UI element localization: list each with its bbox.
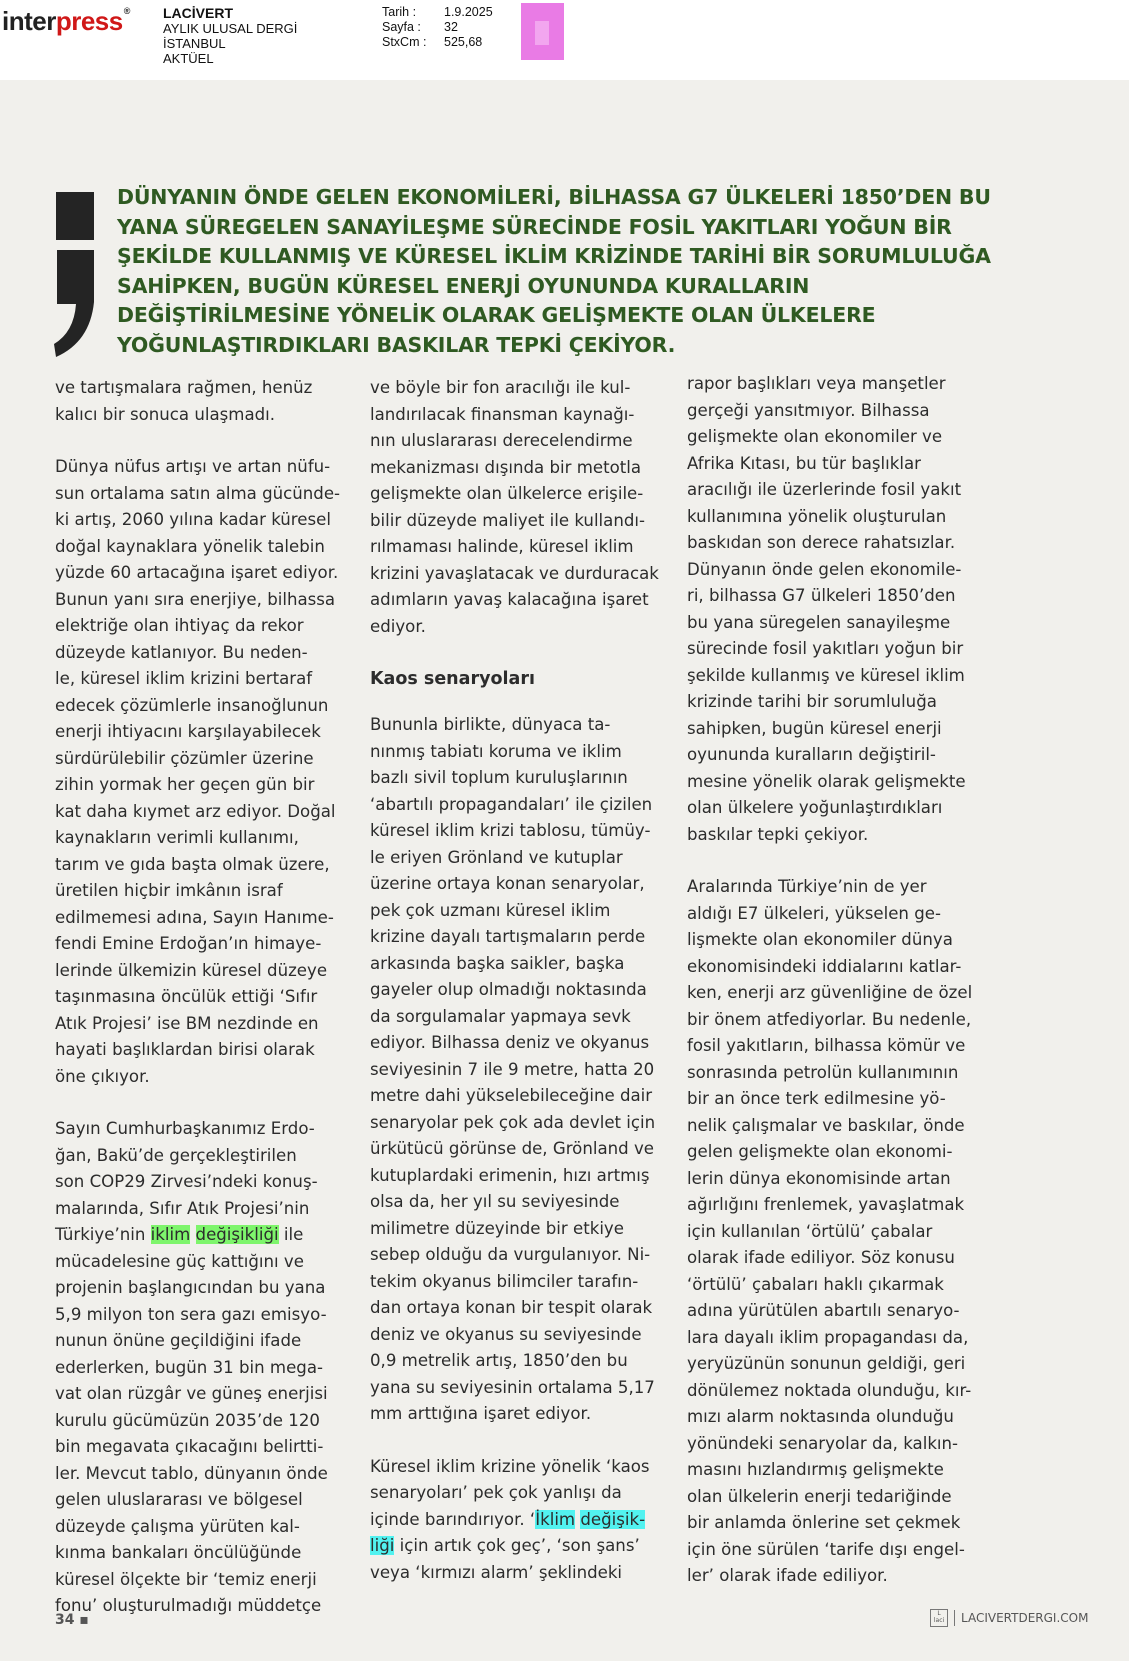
paragraph: ve tartışmalara rağmen, henüz kalıcı bir sonuca ulaşmadı.: [55, 378, 313, 424]
text-run: ile mücadelesine güç kattığını ve projenin başlangıcından bu yana 5,9 milyon ton sera gazı emisyo- nunun önüne geçildiğini ifade ederlerken, bugün 31 bin mega- vat olan rüzgâr ve güneş enerjisi kurulu gücümüzün 2035’de 120 bin megavata çıkacağını belirtti- ler. Mevcut tablo, dünyanın önde gelen uluslararası ve bölgesel düzeyde çalışma yürüten kal- kınma bankaları öncülüğünde küresel ölçekte bir ‘temiz enerji fonu’ oluşturulmadığı müddetçe: [55, 1225, 328, 1615]
page-marker: ▪: [79, 1612, 89, 1628]
pull-quote: DÜNYANIN ÖNDE GELEN EKONOMİLERİ, BİLHASSA G7 ÜLKELERİ 1850’DEN BU YANA SÜREGELEN SANAYİLEŞME SÜRECİNDE FOSİL YAKITLARI YOĞUN BİR ŞEKİLDE KULLANMIŞ VE KÜRESEL İKLİM KRİZİNDE TARİHİ BİR SORUMLULUĞA SAHİPKEN, BUGÜN KÜRESEL ENERJİ OYUNUNDA KURALLARIN DEĞİŞTİRİLMESİNE YÖNELİK OLARAK GELİŞMEKTE OLAN ÜLKELERE YOĞUNLAŞTIRDIKLARI BASKILAR TEPKİ ÇEKİYOR.: [117, 185, 991, 357]
article-column-2: [370, 375, 660, 1612]
meta-value: 32: [444, 20, 458, 34]
meta-value: 525,68: [444, 35, 483, 49]
paragraph: rapor başlıkları veya manşetler gerçeği yansıtmıyor. Bilhassa gelişmekte olan ekonomiler ve Afrika Kıtası, bu tür başlıklar aracılığı ile üzerlerinde fosil yakıt kullanımına yönelik oluşturulan baskıdan son derece rahatsızlar. Dünyanın önde gelen ekonomile- ri, bilhassa G7 ülkeleri 1850’den bu yana süregelen sanayileşme sürecinde fosil yakıtları yoğun bir şekilde kullanmış ve küresel iklim krizinde tarihi bir sorumluluğa sahipken, bugün küresel enerji oyununda kuralların değiştiril- mesine yönelik olarak gelişmekte olan ülkelere yoğunlaştırdıkları baskılar tepki çekiyor.: [687, 374, 966, 844]
meta-value: 1.9.2025: [444, 5, 493, 19]
meta-key: Sayfa :: [382, 20, 421, 34]
highlight-keyword: İklim: [535, 1509, 576, 1529]
divider: [954, 1610, 955, 1626]
text-run: için artık çok geç’, ‘son şans’ veya ‘kırmızı alarm’ şeklindeki: [370, 1536, 640, 1582]
stamp-inner-mark: [535, 21, 549, 45]
logo-main: inter: [2, 6, 56, 36]
meta-key: StxCm :: [382, 35, 427, 49]
paragraph: ve böyle bir fon aracılığı ile kul- landırılacak finansman kaynağı- nın uluslararası derecelendirme mekanizması dışında bir metotla gelişmekte olan ülkelerce erişile- bilir düzeyde maliyet ile kullandı- rılmaması halinde, küresel iklim krizini yavaşlatacak ve durduracak adımların yavaş kalacağına işaret ediyor.: [370, 378, 659, 636]
logo-accent: press: [55, 6, 123, 36]
site-url: LACIVERTDERGI.COM: [961, 1611, 1089, 1625]
quote-mark-icon: [54, 192, 94, 357]
paragraph: Aralarında Türkiye’nin de yer aldığı E7 ülkeleri, yükselen ge- lişmekte olan ekonomiler dünya ekonomisindeki iddialarını katlar- ken, enerji arz güvenliğine de özel bir önem atfediyorlar. Bu nedenle, fosil yakıtların, bilhassa kömür ve sonrasında petrolün kullanımının bir an önce terk edilmesine yö- nelik çalışmalar ve baskılar, önde gelen gelişmekte olan ekonomi- lerin dünya ekonomisinde artan ağırlığını frenlemek, yavaşlatmak için kullanılan ‘örtülü’ çabalar olarak ifade ediliyor. Söz konusu ‘örtülü’ çabaları haklı çıkarmak adına yürütülen abartılı senaryo- lara dayalı iklim propagandası da, yeryüzünün sonunun geldiği, geri dönülemez noktada olunduğu, kır- mızı alarm noktasında olunduğu yönündeki senaryolar da, kalkın- masını hızlandırmış gelişmekte olan ülkelerin enerji tedariğinde bir anlamda önlerine set çekmek için öne sürülen ‘tarife dışı engel- ler’ olarak ifade ediliyor.: [687, 877, 973, 1585]
meta-key: Tarih :: [382, 5, 417, 19]
paragraph: Dünya nüfus artışı ve artan nüfu- sun ortalama satın alma gücünde- ki artış, 2060 yılına kadar küresel doğal kaynaklara yönelik talebin yüzde 60 artacağına işaret ediyor. Bunun yanı sıra enerjiye, bilhassa elektriğe olan ihtiyaç da rekor düzeyde katlanıyor. Bu neden- le, küresel iklim krizini bertaraf edecek çözümlerle insanoğlunun enerji ihtiyacını karşılayabilecek sürdürülebilir çözümler üzerine zihin yormak her geçen gün bir kat daha kıymet arz ediyor. Doğal kaynakların verimli kullanımı, tarım ve gıda başta olmak üzere, üretilen hiçbir imkânın israf edilmemesi adına, Sayın Hanıme- fendi Emine Erdoğan’ın himaye- lerinde ülkemizin küresel düzeye taşınmasına öncülük ettiği ‘Sıfır Atık Projesi’ ise BM nezdinde en hayati başlıklardan birisi olarak öne çıkıyor.: [55, 457, 341, 1086]
publication-name: LACİVERT: [163, 5, 233, 21]
page-number-value: 34: [55, 1612, 75, 1628]
meta-row-date: [382, 5, 493, 20]
magazine-logo-icon: L laci: [930, 1609, 948, 1627]
publication-category: AKTÜEL: [163, 51, 214, 66]
meta-row-page: [382, 20, 493, 35]
text-run: Küresel iklim krizine yönelik ‘kaos senaryoları’ pek çok yanlışı da içinde barındırıyor. ‘: [370, 1456, 650, 1529]
site-footer: [930, 1609, 1088, 1627]
clipping-meta: [382, 5, 493, 50]
paragraph: Bununla birlikte, dünyaca ta- nınmış tabiatı koruma ve iklim bazlı sivil toplum kuruluşlarının ‘abartılı propagandaları’ ile çizilen küresel iklim krizi tablosu, tümüy- le eriyen Grönland ve kutuplar üzerine ortaya konan senaryolar, pek çok uzmanı küresel iklim krizine dayalı tartışmaların perde arkasında başka saikler, başka gayeler olup olmadığı noktasında da sorgulamalar yapmaya sevk ediyor. Bilhassa deniz ve okyanus seviyesinin 7 ile 9 metre, hatta 20 metre dahi yükselebileceğine dair senaryolar pek çok ada devlet için ürkütücü görünse de, Grönland ve kutuplardaki erimenin, hızı artmış olsa da, her yıl su seviyesinde milimetre düzeyinde bir etkiye sebep olduğu da vurgulanıyor. Ni- tekim okyanus bilimciler tarafın- dan ortaya konan bir tespit olarak deniz ve okyanus su seviyesinde 0,9 metrelik artış, 1850’den bu yana su seviyesinin ortalama 5,17 mm arttığına işaret ediyor.: [370, 715, 656, 1423]
paragraph: [55, 1116, 345, 1620]
page-number: [55, 1612, 89, 1628]
article-column-3: [687, 371, 987, 1616]
pink-stamp-block: [521, 3, 564, 60]
publication-city: İSTANBUL: [163, 36, 226, 51]
highlight-keyword: değişik-: [580, 1509, 646, 1529]
publication-type: AYLIK ULUSAL DERGİ: [163, 21, 298, 36]
interpress-logo: [2, 6, 130, 37]
article-column-1: [55, 375, 345, 1646]
highlight-keyword: liği: [370, 1536, 395, 1555]
logo-mark: ®: [123, 6, 130, 16]
text-run: [190, 1225, 195, 1244]
paragraph: [370, 1454, 660, 1587]
section-subheading: Kaos senaryoları: [370, 669, 535, 689]
highlight-keyword: iklim: [150, 1225, 191, 1244]
clipping-header: [0, 0, 1129, 80]
highlight-keyword: değişikliği: [195, 1225, 279, 1244]
meta-row-stxcm: [382, 35, 493, 50]
text-run: Sayın Cumhurbaşkanımız Erdo- ğan, Bakü’de gerçekleştirilen son COP29 Zirvesi’ndeki konuş- malarında, Sıfır Atık Projesi’nin Türkiye’nin: [55, 1119, 318, 1244]
publication-info: [163, 6, 297, 66]
